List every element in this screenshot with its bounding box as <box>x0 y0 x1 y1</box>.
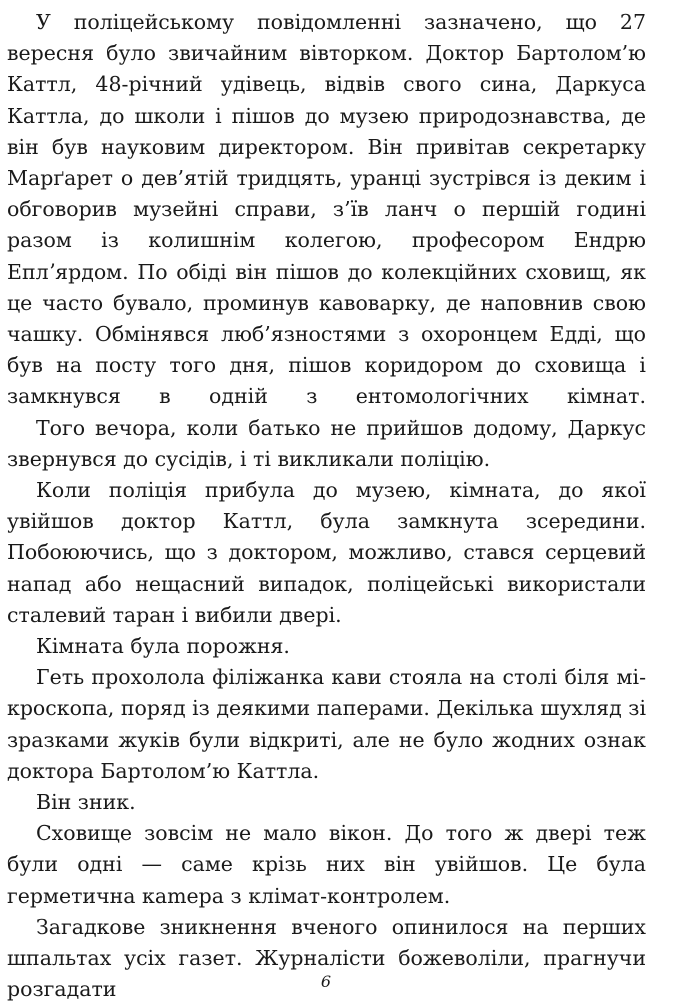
paragraph-evening: Того вечора, коли батько не прийшов додому, Даркус звернувся до сусідів, і ті викликали поліцію. <box>7 415 646 471</box>
paragraph-storage-room: Сховище зовсім не мало вікон. До того ж двері теж були одні — саме крізь них він увійшов. Це була герметична каmера з клімат-контролем. <box>7 821 646 908</box>
paragraph-coffee-cup: Геть прохолола філіжанка кави стояла на столі біля мікроскопа, поряд із деякими паперами. Декілька шухляд зі зразками жуків були відкриті, але не було жодних ознак доктора Бартолом’ю Каттла. <box>7 665 646 783</box>
page-number: 6 <box>320 972 332 991</box>
body-text <box>7 7 646 1006</box>
paragraph-he-vanished: Він зник. <box>36 790 136 815</box>
paragraph-police-arrival: Коли поліція прибула до музею, кімната, до якої увійшов доктор Каттл, була замкнута зсередини. Побоюючись, що з доктором, можливо, стався серцевий напад або нещасний випадок, поліцейські використали сталевий таран і вибили двері. <box>7 478 646 627</box>
paragraph-room-empty: Кімната була порожня. <box>36 634 290 659</box>
paragraph-newspapers: Загадкове зникнення вченого опинилося на перших шпальтах усіх газет. Журналісти божеволіли, прагнучи розгадати <box>7 914 646 1002</box>
paragraph-police-report: У поліцейському повідомленні зазначено, що 27 вересня було звичайним вівторком. Доктор Бартолом’ю Каттл, 48-річний удівець, відвів свого сина, Даркуса Каттла, до школи і пішов до музею природознавства, де він був науковим директором. Він привітав секретарку Марґарет о дев’ятій тридцять, уранці зустрівся із деким і обговорив музейні справи, з’їв ланч о першій годині разом із колишнім колегою, професором Ендрю Еплʼярдом. По обіді він пішов до колекційних сховищ, як це часто бувало, проминув кавоварку, де наповнив свою чашку. Обмінявся люб’язностями з охоронцем Едді, що був на посту того дня, пішов коридором до сховища і замкнувся в одній з ентомологічних кімнат. <box>7 10 646 409</box>
